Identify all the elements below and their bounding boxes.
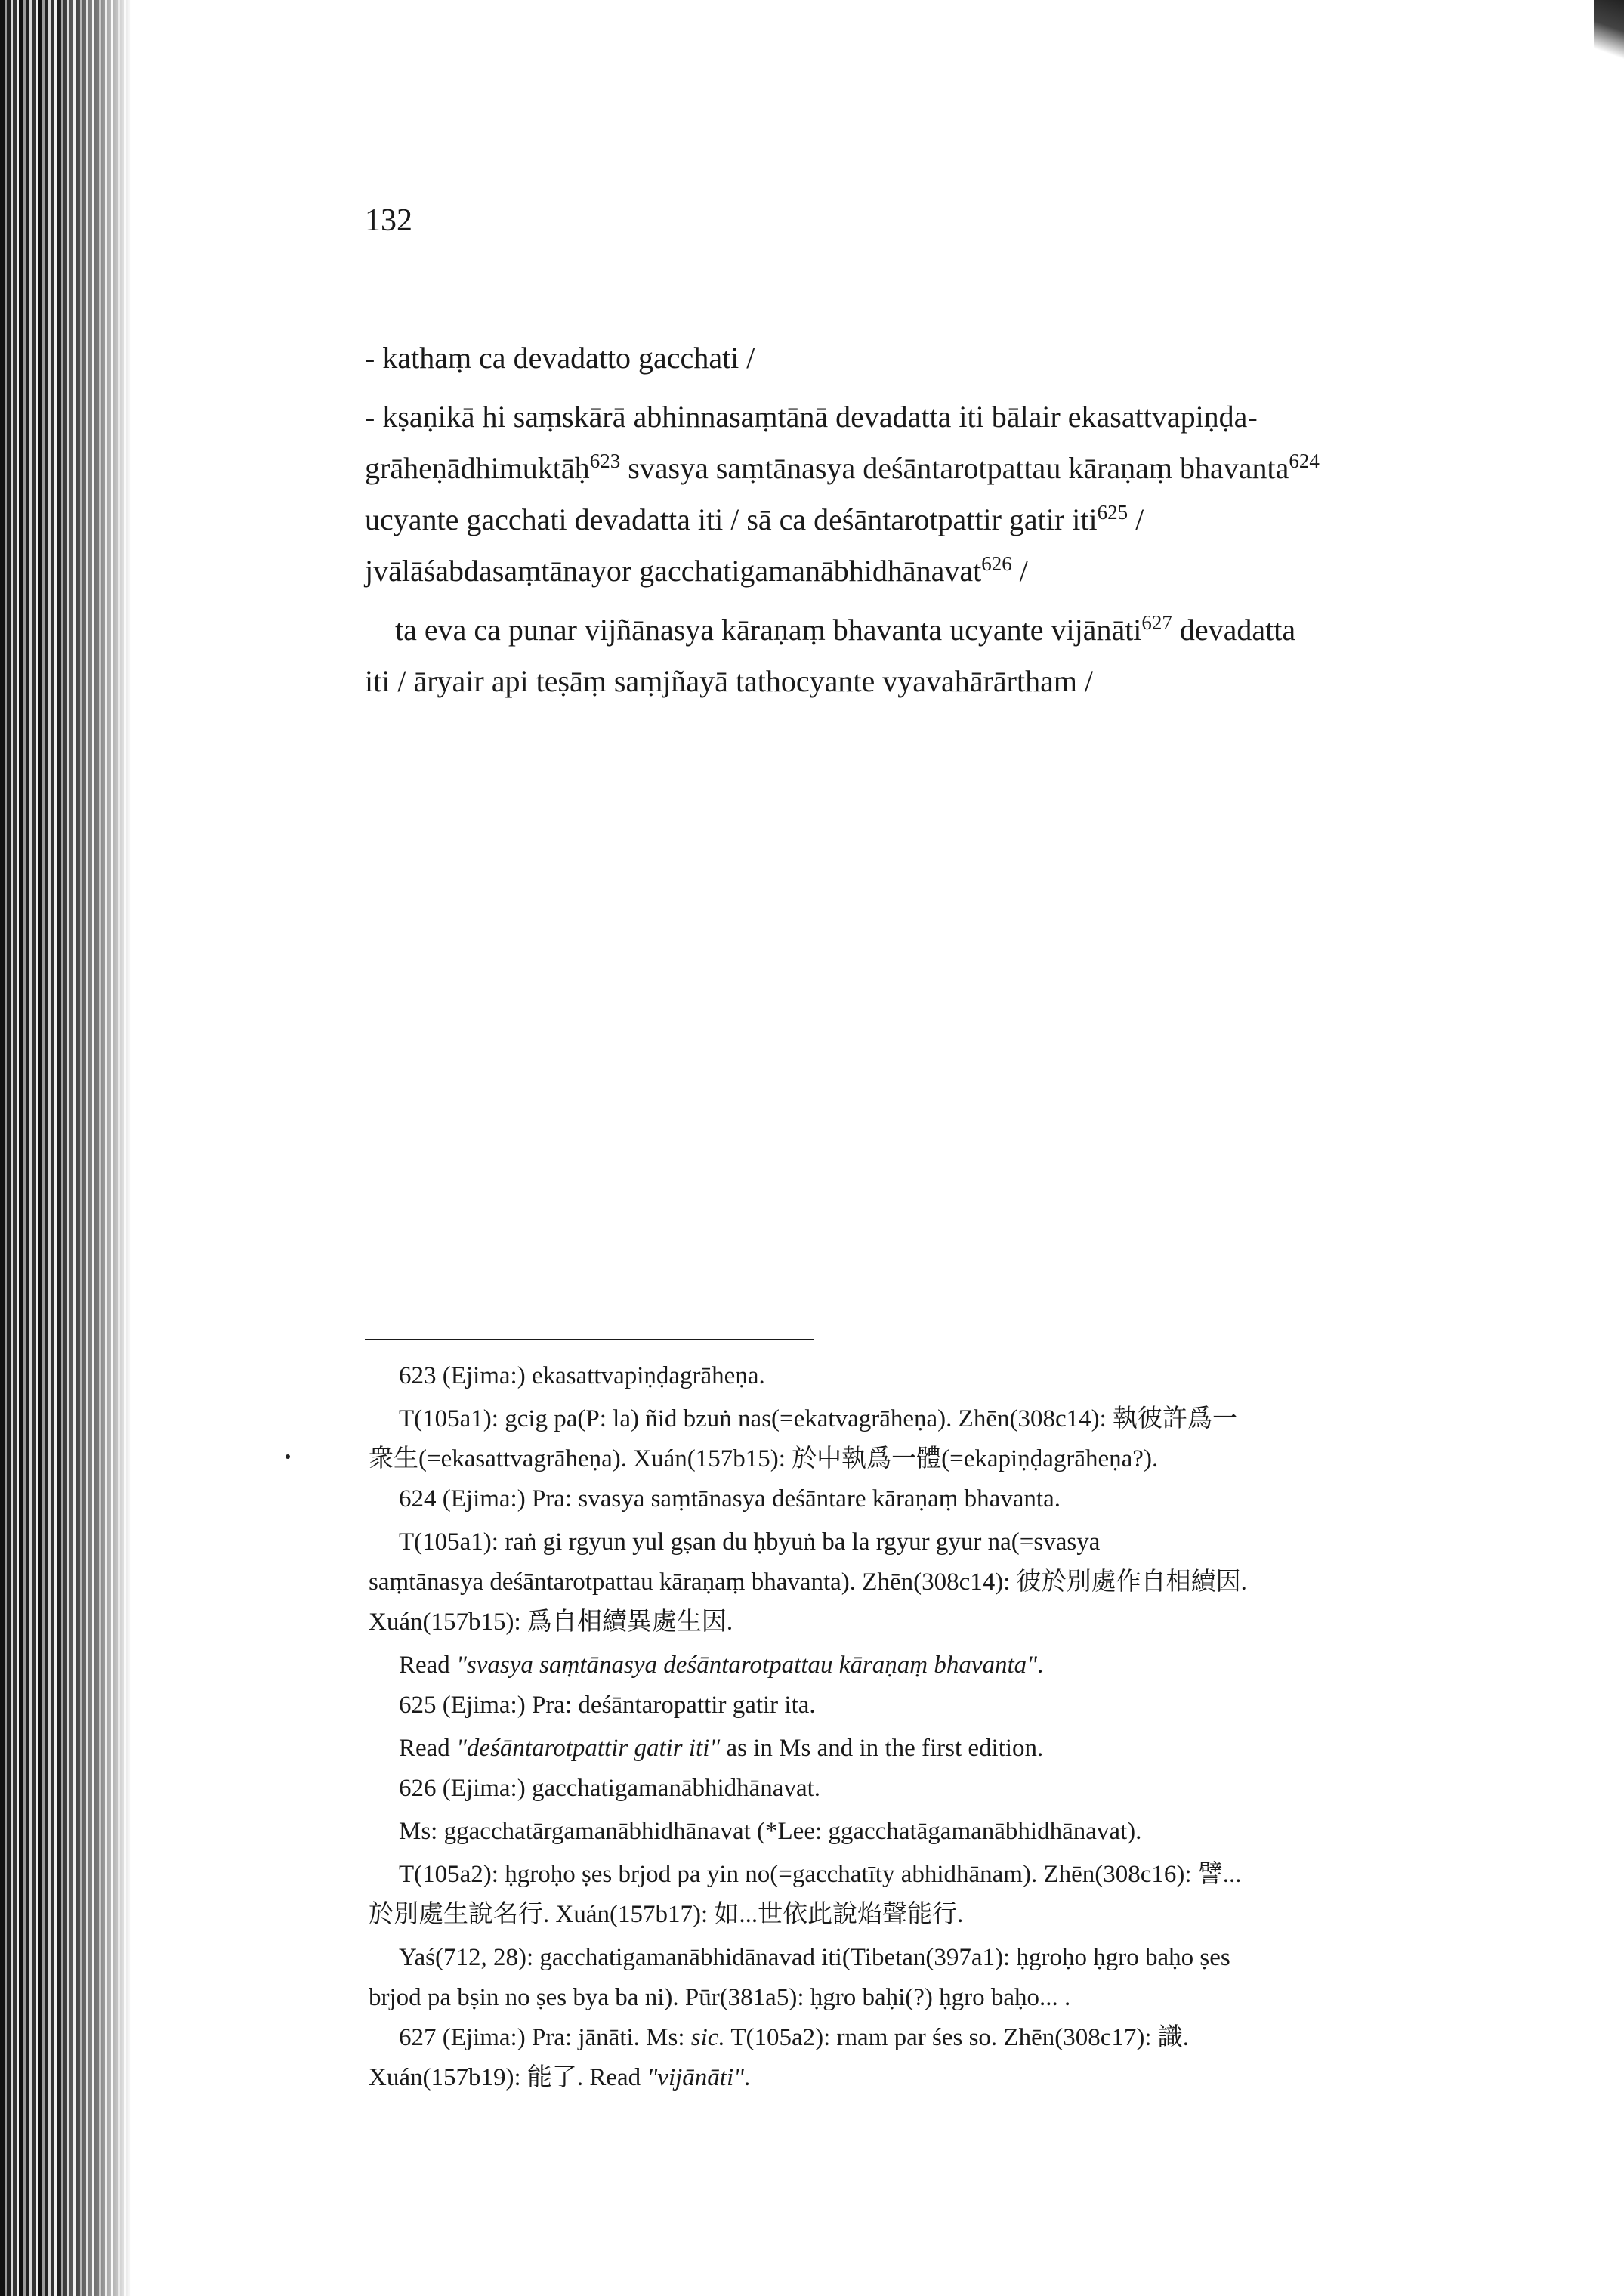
footnotes: [369, 1356, 1441, 2098]
footnote-line: 於別處生說名行. Xuán(157b17): 如...世依此說焰聲能行.: [369, 1901, 964, 1928]
main-line: ta eva ca punar vijñānasya kāraṇaṃ bhavanta ucyante vijānāti$^{627}$ devadatta: [395, 611, 1296, 647]
footnote-line: Xuán(157b15): 爲自相續異處生因.: [369, 1608, 733, 1636]
footnote-line: Ms: ggacchatārgamanābhidhānavat (*Lee: ggacchatāgamanābhidhānavat).: [399, 1818, 1142, 1845]
footnote-line: T(105a2): ḥgroḥo ṣes brjod pa yin no(=gacchatīty abhidhānam). Zhēn(308c16): 譬...: [399, 1861, 1242, 1888]
footnote-line: Xuán(157b19): 能了. Read "vijānāti".: [369, 2064, 751, 2091]
footnote-line: saṃtānasya deśāntarotpattau kāraṇaṃ bhavanta). Zhēn(308c14): 彼於別處作自相續因.: [369, 1568, 1247, 1596]
main-line: - kṣaṇikā hi saṃskārā abhinnasaṃtānā devadatta iti bālair ekasattvapiṇḍa-: [365, 400, 1258, 434]
main-text: [365, 332, 1453, 707]
main-line: ucyante gacchati devadatta iti / sā ca deśāntarotpattir gatir iti$^{625}$ /: [365, 501, 1144, 536]
main-line: - kathaṃ ca devadatto gacchati /: [365, 341, 755, 375]
footnote-ref: 623: [589, 450, 621, 472]
footnote-ref: 627: [1141, 611, 1172, 634]
footnote-line: 623 (Ejima:) ekasattvapiṇḍagrāheṇa.: [399, 1362, 765, 1389]
scan-corner-mark: [1594, 0, 1624, 68]
footnote-line: T(105a1): raṅ gi rgyun yul gṣan du ḥbyuṅ ba la rgyur gyur na(=svasya: [399, 1528, 1101, 1556]
footnote-line: 626 (Ejima:) gacchatigamanābhidhānavat.: [399, 1775, 821, 1802]
footnote-ref: 625: [1097, 501, 1128, 524]
footnote-ref: 626: [981, 552, 1012, 575]
scan-speck: [286, 1454, 290, 1459]
footnote-line: 衆生(=ekasattvagrāheṇa). Xuán(157b15): 於中執爲一體(=ekapiṇḍagrāheṇa?).: [369, 1445, 1159, 1472]
footnote-ref: 624: [1289, 450, 1320, 472]
main-line: jvālāśabdasaṃtānayor gacchatigamanābhidhānavat$^{626}$ /: [365, 552, 1028, 588]
footnote-line: 627 (Ejima:) Pra: jānāti. Ms: sic. T(105a2): rnam par śes so. Zhēn(308c17): 識.: [399, 2024, 1190, 2051]
footnote-line: Yaś(712, 28): gacchatigamanābhidānavad iti(Tibetan(397a1): ḥgroḥo ḥgro baḥo ṣes: [399, 1944, 1230, 1971]
footnote-line: Read "svasya saṃtānasya deśāntarotpattau kāraṇaṃ bhavanta".: [399, 1652, 1044, 1679]
main-line: grāheṇādhimuktāḥ$^{623}$ svasya saṃtānasya deśāntarotpattau kāraṇaṃ bhavanta$^{624}$: [365, 450, 1320, 485]
page-number: 132: [365, 203, 412, 238]
main-line: iti / āryair api teṣāṃ saṃjñayā tathocyante vyavahārārtham /: [365, 664, 1094, 698]
footnote-line: brjod pa bṣin no ṣes bya ba ni). Pūr(381a5): ḥgro baḥi(?) ḥgro baḥo... .: [369, 1984, 1071, 2011]
footnote-line: 624 (Ejima:) Pra: svasya saṃtānasya deśāntare kāraṇaṃ bhavanta.: [399, 1485, 1061, 1513]
footnote-separator: [365, 1339, 814, 1340]
footnote-line: T(105a1): gcig pa(P: la) ñid bzuṅ nas(=ekatvagrāheṇa). Zhēn(308c14): 執彼許爲一: [399, 1405, 1238, 1432]
footnote-line: 625 (Ejima:) Pra: deśāntaropattir gatir ita.: [399, 1692, 816, 1719]
binding-edge: [0, 0, 132, 2296]
footnote-line: Read "deśāntarotpattir gatir iti" as in Ms and in the first edition.: [399, 1735, 1044, 1762]
